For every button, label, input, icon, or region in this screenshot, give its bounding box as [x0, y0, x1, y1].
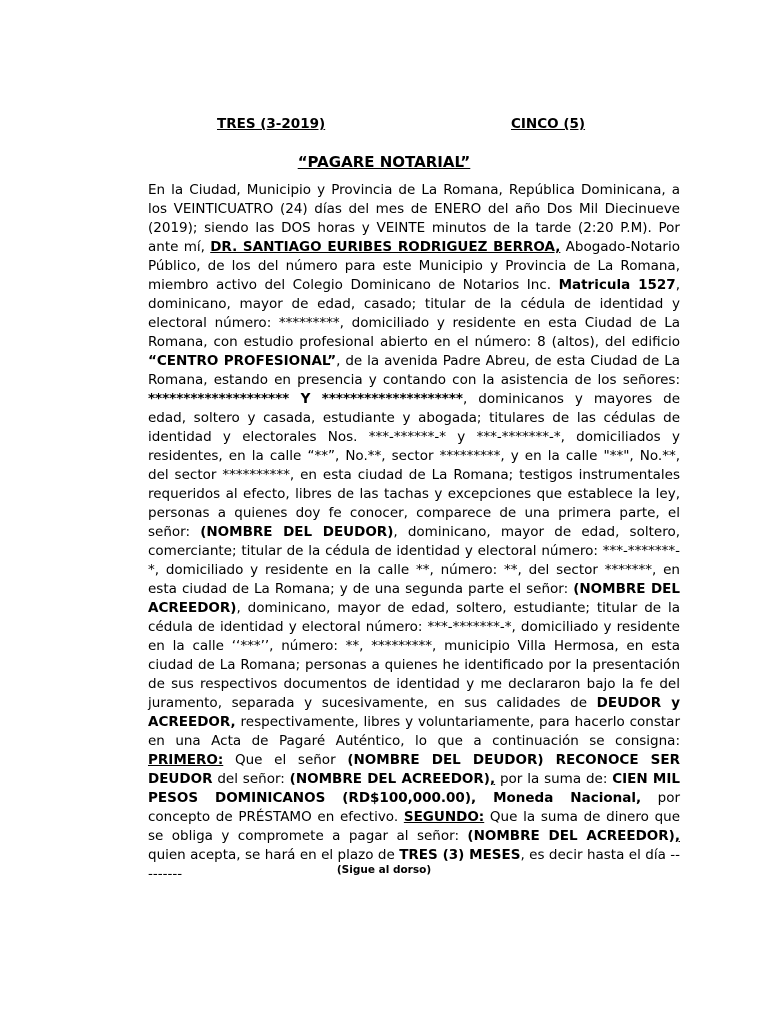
- body-emphasis: (NOMBRE DEL ACREEDOR): [289, 771, 490, 787]
- body-emphasis: ******************** Y ********************: [148, 391, 463, 407]
- body-run: Abogado-Notario Público, de los del número para este Municipio y Provincia de La Romana, miembro activo del Colegio Dominicano de Notarios Inc.: [148, 239, 680, 293]
- body-emphasis: (NOMBRE DEL DEUDOR) RECONOCE SER DEUDOR: [148, 752, 681, 787]
- body-run: , de la avenida Padre Abreu, de esta Ciudad de La Romana, estando en presencia y contando con la asistencia de los señores:: [148, 353, 681, 388]
- body-run: En la Ciudad, Municipio y Provincia de La Romana, República Dominicana, a los VEINTICUATRO (24) días del mes de ENERO del año Dos Mil Diecinueve (2019); siendo las DOS horas y VEINTE minutos de la tarde (2:20 P.M). Por ante mí,: [148, 182, 680, 255]
- document-title: “PAGARE NOTARIAL”: [297, 153, 471, 171]
- body-emphasis: PRIMERO:: [148, 752, 224, 768]
- body-emphasis: “CENTRO PROFESIONAL”: [148, 353, 337, 369]
- document-body: [148, 181, 680, 884]
- body-emphasis: ,: [489, 771, 496, 787]
- body-run: por la suma de:: [495, 771, 613, 787]
- body-run: , dominicano, mayor de edad, casado; titular de la cédula de identidad y electoral número: *********, domiciliado y residente en esta Ciudad de La Romana, con estudio profesional abierto en el número: 8 (altos), del edificio: [148, 277, 680, 350]
- body-run: , es decir hasta el día ---------: [148, 847, 681, 882]
- body-emphasis: (NOMBRE DEL DEUDOR): [200, 524, 394, 540]
- body-emphasis: SEGUNDO:: [403, 809, 485, 825]
- body-run: , dominicano, mayor de edad, soltero, estudiante; titular de la cédula de identidad y electoral número: ***-*******-*, domiciliado y residente en la calle ‘‘***’’, número: **, *********, municipio Villa Hermosa, en esta ciudad de La Romana; personas a quienes he identificado por la presentación de sus respectivos documentos de identidad y me declararon bajo la fe del juramento, separada y sucesivamente, en sus calidades de: [148, 600, 680, 711]
- act-number: TRES (3-2019): [217, 116, 326, 132]
- body-run: Que el señor: [223, 752, 348, 768]
- body-emphasis: Matricula 1527: [558, 277, 676, 293]
- continuation-note: (Sigue al dorso): [336, 864, 432, 876]
- body-run: del señor:: [212, 771, 290, 787]
- body-run: respectivamente, libres y voluntariamente, para hacerlo constar en una Acta de Pagaré Auténtico, lo que a continuación se consigna:: [148, 714, 680, 749]
- body-emphasis: (NOMBRE DEL ACREEDOR): [148, 581, 680, 616]
- body-emphasis: TRES (3) MESES: [399, 847, 521, 863]
- body-run: quien acepta, se hará en el plazo de: [148, 847, 400, 863]
- body-emphasis: DR. SANTIAGO EURIBES RODRIGUEZ BERROA,: [210, 239, 561, 255]
- body-emphasis: ,: [674, 828, 680, 844]
- body-run: , dominicanos y mayores de edad, soltero y casada, estudiante y abogada; titulares de las cédulas de identidad y electorales Nos. ***-******-* y ***-*******-*, domiciliados y residentes, en la calle “**”, No.**, sector *********, y en la calle "**", No.**, del sector **********, en esta ciudad de La Romana; testigos instrumentales requeridos al efecto, libres de las tachas y excepciones que establece la ley, personas a quienes doy fe conocer, comparece de una primera parte, el señor:: [148, 391, 681, 540]
- body-emphasis: CIEN MIL PESOS DOMINICANOS (RD$100,000.00), Moneda Nacional,: [148, 771, 680, 806]
- body-run: Que la suma de dinero que se obliga y compromete a pagar al señor:: [148, 809, 680, 844]
- body-run: por concepto de PRÉSTAMO en efectivo.: [148, 790, 681, 825]
- body-emphasis: DEUDOR y ACREEDOR,: [148, 695, 680, 730]
- body-run: , dominicano, mayor de edad, soltero, comerciante; titular de la cédula de identidad y electoral número: ***-*******-*, domiciliado y residente en la calle **, número: **, del sector *******, en esta ciudad de La Romana; y de una segunda parte el señor:: [148, 524, 681, 597]
- folio-number: CINCO (5): [511, 116, 586, 132]
- body-emphasis: (NOMBRE DEL ACREEDOR): [467, 828, 675, 844]
